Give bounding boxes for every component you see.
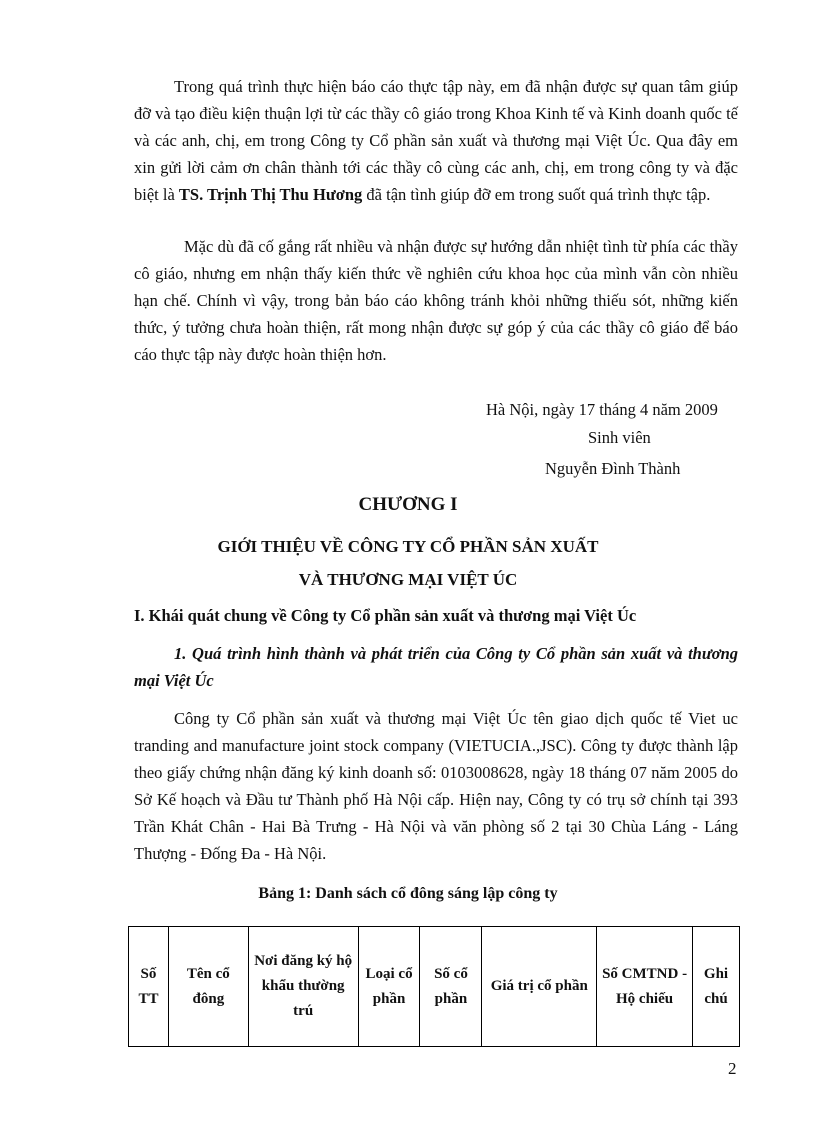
signature-role: Sinh viên bbox=[588, 428, 651, 447]
table-header-row bbox=[129, 927, 740, 1047]
table-header-cell: Số CMTND - Hộ chiếu bbox=[597, 927, 693, 1047]
acknowledgement-paragraph-1: Trong quá trình thực hiện báo cáo thực tập này, em đã nhận được sự quan tâm giúp đỡ và tạo điều kiện thuận lợi từ các thầy cô giáo trong Khoa Kinh tế và Kinh doanh quốc tế và các anh, chị, em trong Công ty Cổ phần sản xuất và thương mại Việt Úc. Qua đây em xin gửi lời cảm ơn chân thành tới các thầy cô cùng các anh, chị, em trong công ty và đặc biệt là TS. Trịnh Thị Thu Hương đã tận tình giúp đỡ em trong suốt quá trình thực tập. bbox=[134, 77, 738, 204]
supervisor-name: TS. Trịnh Thị Thu Hương bbox=[178, 185, 363, 204]
table-header-cell: Tên cổ đông bbox=[168, 927, 248, 1047]
company-paragraph: Công ty Cổ phần sản xuất và thương mại Việt Úc tên giao dịch quốc tế Viet uc tranding and manufacture joint stock company (VIETUCIA.,JSC). Công ty được thành lập theo giấy chứng nhận đăng ký kinh doanh số: 0103008628, ngày 18 tháng 07 năm 2005 do Sở Kế hoạch và Đầu tư Thành phố Hà Nội cấp. Hiện nay, Công ty có trụ sở chính tại 393 Trần Khát Chân - Hai Bà Trưng - Hà Nội và văn phòng số 2 tại 30 Chùa Láng - Láng Thượng - Đống Đa - Hà Nội. bbox=[134, 709, 738, 863]
page-number: 2 bbox=[728, 1059, 737, 1078]
signature-name: Nguyễn Đình Thành bbox=[545, 459, 681, 478]
table-header-cell: Giá trị cổ phần bbox=[482, 927, 597, 1047]
table-caption: Bảng 1: Danh sách cổ đông sáng lập công ty bbox=[258, 885, 558, 902]
shareholders-table bbox=[128, 926, 740, 1047]
chapter-label: CHƯƠNG I bbox=[358, 494, 458, 515]
table-header-cell: Số cổ phần bbox=[420, 927, 482, 1047]
acknowledgement-paragraph-2: Mặc dù đã cố gắng rất nhiều và nhận được sự hướng dẫn nhiệt tình từ phía các thầy cô giáo, nhưng em nhận thấy kiến thức về nghiên cứu khoa học của mình vẫn còn nhiều hạn chế. Chính vì vậy, trong bản báo cáo không tránh khỏi những thiếu sót, những kiến thức, ý tưởng chưa hoàn thiện, rất mong nhận được sự góp ý của các thầy cô giáo để báo cáo thực tập này được hoàn thiện hơn. bbox=[134, 237, 738, 364]
signature-date: Hà Nội, ngày 17 tháng 4 năm 2009 bbox=[486, 400, 718, 419]
table-header-cell: Loại cổ phần bbox=[358, 927, 420, 1047]
chapter-title-line-1: GIỚI THIỆU VỀ CÔNG TY CỔ PHẦN SẢN XUẤT bbox=[217, 537, 599, 556]
table-header-cell: Ghi chú bbox=[693, 927, 740, 1047]
table-header-cell: Số TT bbox=[129, 927, 169, 1047]
chapter-title-line-2: VÀ THƯƠNG MẠI VIỆT ÚC bbox=[298, 570, 518, 589]
section-heading: I. Khái quát chung về Công ty Cổ phần sản xuất và thương mại Việt Úc bbox=[134, 606, 637, 625]
table-header-cell: Nơi đăng ký hộ khẩu thường trú bbox=[248, 927, 358, 1047]
subsection-heading: 1. Quá trình hình thành và phát triển của Công ty Cổ phần sản xuất và thương mại Việt Úc bbox=[134, 644, 738, 690]
